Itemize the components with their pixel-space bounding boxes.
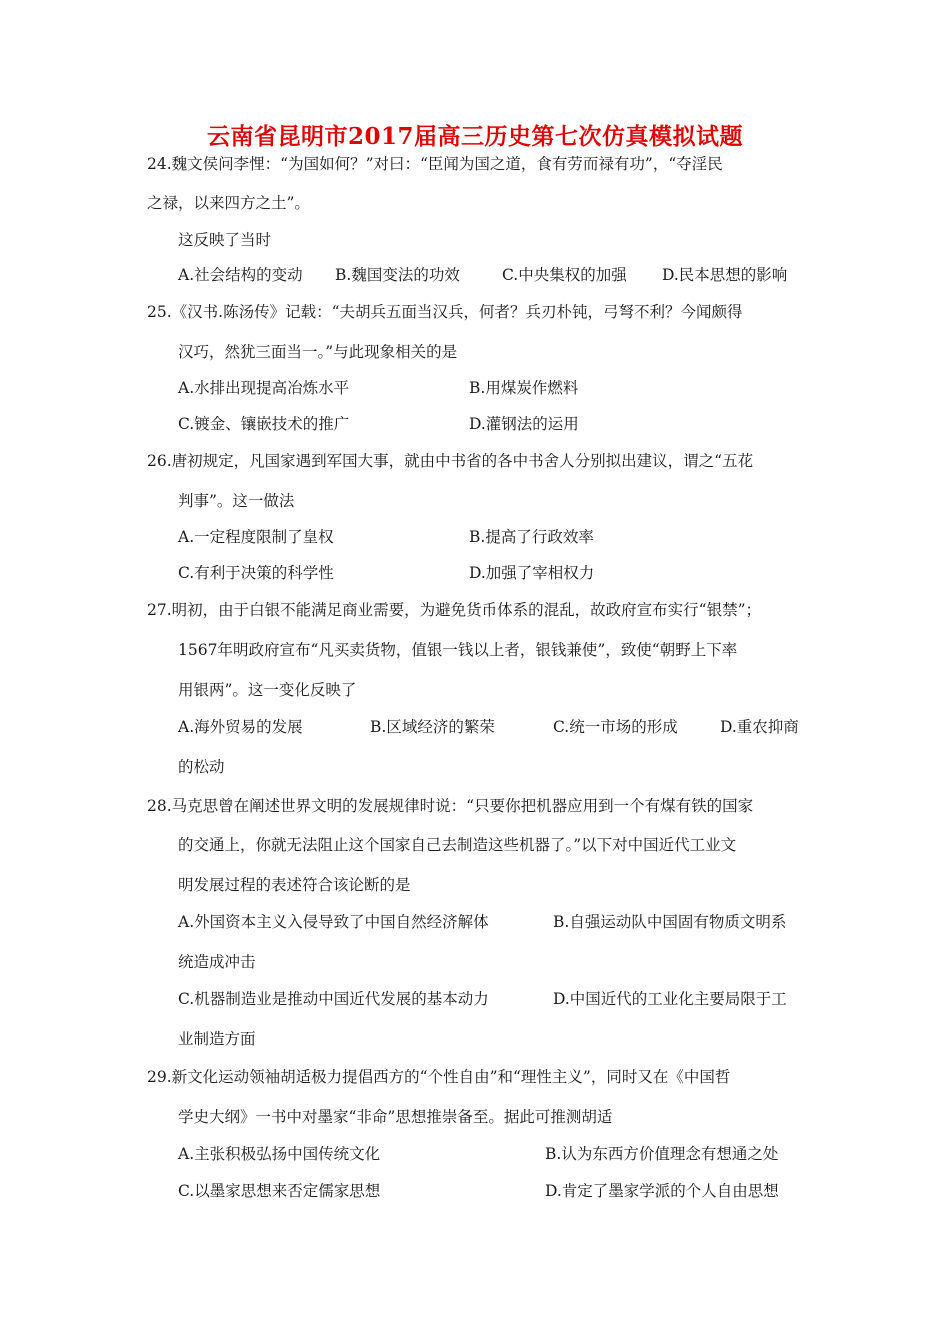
q29-option-a: A.主张积极弘扬中国传统文化 [178,1145,381,1163]
q29-option-d: D.肯定了墨家学派的个人自由思想 [545,1182,779,1200]
q28-option-b: B.自强运动队中国固有物质文明系 [553,913,787,931]
q25-stem-line-1: 25.《汉书.陈汤传》记载：“夫胡兵五面当汉兵，何者？兵刃朴钝，弓弩不利？今闻颇得 [147,303,743,321]
q25-option-d: D.灌钢法的运用 [469,415,579,433]
q26-option-a: A.一定程度限制了皇权 [178,528,334,546]
q24-option-b: B.魏国变法的功效 [335,266,460,284]
q26-stem-line-2: 判事”。这一做法 [178,492,295,510]
q28-option-c: C.机器制造业是推动中国近代发展的基本动力 [178,990,489,1008]
q28-stem-line-2: 的交通上，你就无法阻止这个国家自己去制造这些机器了。”以下对中国近代工业文 [178,836,737,854]
q28-option-b-continued: 统造成冲击 [178,953,256,971]
q24-option-d: D.民本思想的影响 [662,266,788,284]
q27-option-c: C.统一市场的形成 [553,718,678,736]
q24-option-c: C.中央集权的加强 [502,266,627,284]
q29-stem-line-1: 29.新文化运动领袖胡适极力提倡西方的“个性自由”和“理性主义”，同时又在《中国哲 [147,1068,731,1086]
page-title: 云南省昆明市2017届高三历史第七次仿真模拟试题 [206,123,743,150]
q26-option-d: D.加强了宰相权力 [469,564,595,582]
q28-option-a: A.外国资本主义入侵导致了中国自然经济解体 [178,913,489,931]
q27-stem-line-2: 1567年明政府宣布“凡买卖货物，值银一钱以上者，银钱兼使”，致使“朝野上下率 [178,641,738,659]
q28-stem-line-3: 明发展过程的表述符合该论断的是 [178,876,411,894]
q26-stem-line-1: 26.唐初规定，凡国家遇到军国大事，就由中书省的各中书舍人分别拟出建议，谓之“五花 [147,452,754,470]
q25-stem-line-2: 汉巧，然犹三面当一。”与此现象相关的是 [178,343,458,361]
q27-option-d-continued: 的松动 [178,758,225,776]
q29-stem-line-2: 学史大纲》一书中对墨家“非命”思想推崇备至。据此可推测胡适 [178,1108,613,1126]
q28-option-d: D.中国近代的工业化主要局限于工 [553,990,787,1008]
q29-option-c: C.以墨家思想来否定儒家思想 [178,1182,381,1200]
q25-option-a: A.水排出现提高冶炼水平 [178,379,350,397]
q29-option-b: B.认为东西方价值理念有想通之处 [545,1145,779,1163]
q27-stem-line-3: 用银两”。这一变化反映了 [178,681,357,699]
q27-option-b: B.区域经济的繁荣 [370,718,495,736]
q24-stem-line-2: 之禄，以来四方之土”。 [147,194,310,212]
q27-option-d: D.重农抑商 [720,718,799,736]
q28-option-d-continued: 业制造方面 [178,1030,256,1048]
q26-option-b: B.提高了行政效率 [469,528,594,546]
q24-option-a: A.社会结构的变动 [178,266,303,284]
q27-stem-line-1: 27.明初，由于白银不能满足商业需要，为避免货币体系的混乱，故政府宣布实行“银禁”； [147,601,762,619]
q24-stem-line-3: 这反映了当时 [178,231,272,249]
q25-option-b: B.用煤炭作燃料 [469,379,579,397]
q26-option-c: C.有利于决策的科学性 [178,564,334,582]
q28-stem-line-1: 28.马克思曾在阐述世界文明的发展规律时说：“只要你把机器应用到一个有煤有铁的国家 [147,797,754,815]
q24-stem-line-1: 24.魏文侯问李悝：“为国如何？”对曰：“臣闻为国之道，食有劳而禄有功”，“夺淫民 [147,155,723,173]
q27-option-a: A.海外贸易的发展 [178,718,303,736]
q25-option-c: C.镀金、镶嵌技术的推广 [178,415,350,433]
